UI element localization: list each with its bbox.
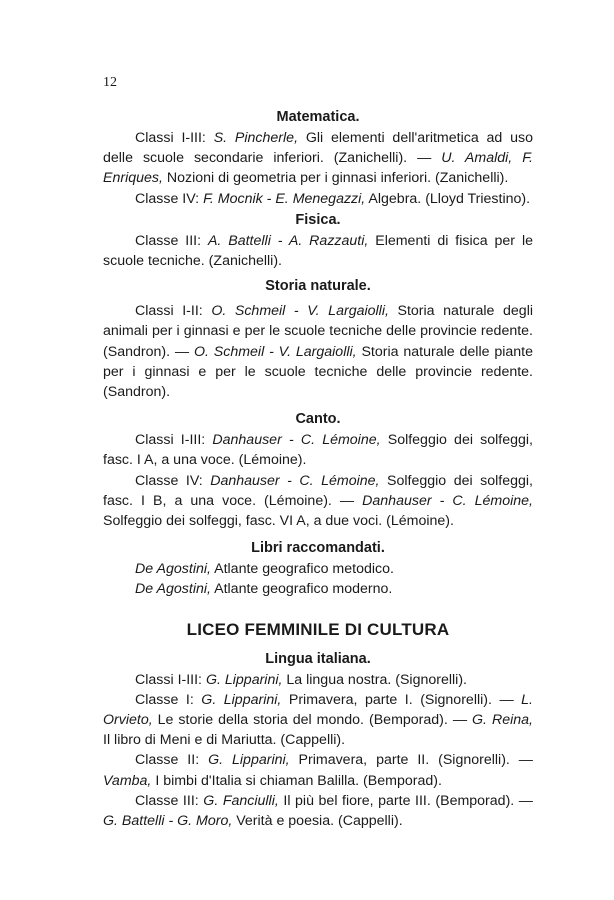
paragraph-canto-classi-1-3 xyxy=(103,430,533,470)
paragraph-storia-naturale xyxy=(103,301,533,402)
book-text: Algebra. (Lloyd Triestino). xyxy=(365,190,531,207)
paragraph-italiano-classe-1 xyxy=(103,690,533,751)
book-text: Elementi di fisica per le scuole tecniche. (Zanichelli). xyxy=(103,232,533,270)
class-label: Classi I-II: xyxy=(135,303,212,320)
author: Danhauser - C. Lémoine, xyxy=(362,492,533,509)
author: De Agostini, xyxy=(135,581,211,598)
section-heading-lingua-italiana: Lingua italiana. xyxy=(265,650,371,667)
class-label: Classi I-III: xyxy=(135,130,214,146)
paragraph-italiano-classe-2 xyxy=(103,750,533,790)
book-text: Primavera, parte I. (Signorelli). — xyxy=(281,691,522,708)
author: De Agostini, xyxy=(135,561,211,578)
book-title: Atlante geografico metodico. xyxy=(210,561,394,578)
book-text: Gli elementi dell'aritmetica ad uso delle scuole secondarie inferiori. (Zanichelli). — xyxy=(103,130,533,167)
recommended-book-1 xyxy=(103,559,533,579)
author: Danhauser - C. Lémoine, xyxy=(210,472,380,489)
book-text: Il libro di Meni e di Mariutta. (Cappelli). xyxy=(103,732,346,749)
book-text: Solfeggio dei solfeggi, fasc. I A, a una voce. (Lémoine). xyxy=(103,432,533,469)
author: Vamba, xyxy=(103,772,152,789)
book-text: I bimbi d'Italia si chiaman Balilla. (Bemporad). xyxy=(151,772,442,789)
class-label: Classe II: xyxy=(135,752,209,769)
paragraph-fisica-classe-3 xyxy=(103,231,533,271)
class-label: Classe I: xyxy=(135,691,202,708)
section-heading-fisica: Fisica. xyxy=(295,211,341,228)
book-text: Verità e poesia. (Cappelli). xyxy=(232,813,403,830)
book-text: Nozioni di geometria per i ginnasi inferiori. (Zanichelli). xyxy=(162,170,509,187)
author: A. Battelli - A. Razzauti, xyxy=(207,232,369,249)
book-text: Le storie della storia del mondo. (Bemporad). — xyxy=(152,712,473,729)
author: U. Amaldi, F. Enriques, xyxy=(103,150,533,187)
book-text: Primavera, parte II. (Signorelli). — xyxy=(289,752,533,769)
book-text: La lingua nostra. (Signorelli). xyxy=(282,671,467,688)
paragraph-italiano-classi-1-3 xyxy=(103,670,533,690)
section-heading-matematica: Matematica. xyxy=(276,109,360,125)
section-title-liceo-femminile: LICEO FEMMINILE DI CULTURA xyxy=(186,619,450,639)
author: G. Reina, xyxy=(472,712,533,729)
paragraph-matematica-classi-1-3 xyxy=(103,128,533,189)
author: S. Pincherle, xyxy=(213,130,299,146)
paragraph-matematica-classe-4 xyxy=(103,189,533,209)
author: G. Lipparini, xyxy=(201,691,282,708)
class-label: Classi I-III: xyxy=(135,671,206,688)
class-label: Classi I-III: xyxy=(135,432,213,449)
page-number: 12 xyxy=(103,75,117,90)
author: O. Schmeil - V. Largaiolli, xyxy=(193,343,357,360)
author: L. Orvieto, xyxy=(103,691,533,729)
section-heading-libri-raccomandati: Libri raccomandati. xyxy=(251,540,385,557)
section-heading-canto: Canto. xyxy=(295,411,341,428)
author: O. Schmeil - V. Largaiolli, xyxy=(211,303,389,320)
book-text: Storia naturale degli animali per i ginnasi e per le scuole tecniche delle provincie redente. (Sandron). — xyxy=(103,303,533,360)
class-label: Classe III: xyxy=(135,792,204,809)
page-content xyxy=(103,106,533,831)
author: G. Battelli - G. Moro, xyxy=(103,813,233,830)
paragraph-canto-classe-4 xyxy=(103,471,533,532)
author: G. Lipparini, xyxy=(205,671,283,688)
author: F. Mocnik - E. Menegazzi, xyxy=(203,190,366,207)
author: G. Lipparini, xyxy=(208,752,290,769)
recommended-book-2 xyxy=(103,579,533,599)
author: Danhauser - C. Lémoine, xyxy=(212,432,381,449)
book-text: Solfeggio dei solfeggi, fasc. I B, a una voce. (Lémoine). — xyxy=(103,472,533,509)
class-label: Classe IV: xyxy=(135,190,204,207)
author: G. Fanciulli, xyxy=(203,792,279,809)
paragraph-italiano-classe-3 xyxy=(103,791,533,831)
book-title: Atlante geografico moderno. xyxy=(210,581,393,598)
book-text: Storia naturale delle piante per i ginnasi e per le scuole tecniche delle provincie redente. (Sandron). xyxy=(103,343,533,401)
class-label: Classe IV: xyxy=(135,472,211,489)
section-heading-storia-naturale: Storia naturale. xyxy=(265,278,371,295)
class-label: Classe III: xyxy=(135,232,208,249)
book-text: Solfeggio dei solfeggi, fasc. VI A, a due voci. (Lémoine). xyxy=(103,513,454,530)
book-text: Il più bel fiore, parte III. (Bemporad). — xyxy=(278,792,533,809)
